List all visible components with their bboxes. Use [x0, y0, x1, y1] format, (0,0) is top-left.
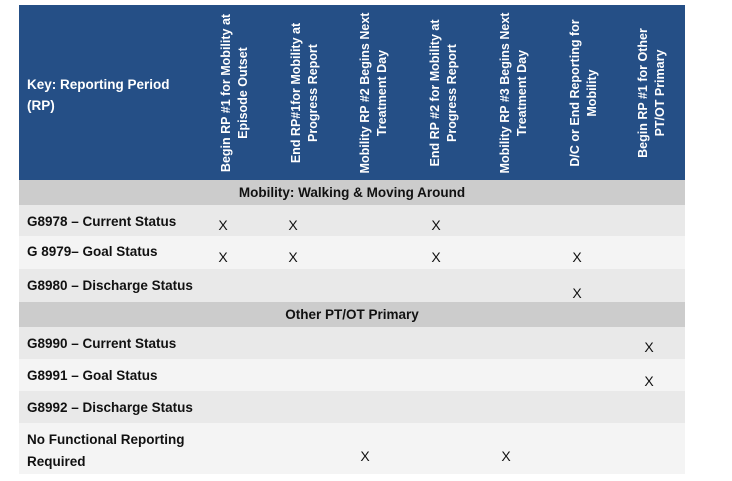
column-header-text: D/C or End Reporting for Mobility: [568, 19, 599, 167]
column-header-text: Mobility RP #2 Begins Next Treatment Day: [358, 12, 389, 174]
key-label: Key: Reporting Period (RP): [19, 5, 199, 180]
row-label: G8990 – Current Status: [27, 336, 177, 351]
table-row: [19, 359, 685, 391]
check-mark: X: [360, 448, 370, 464]
table-row: [19, 423, 685, 474]
section-heading: Other PT/OT Primary: [19, 302, 685, 327]
table-row: [19, 236, 685, 269]
column-header-7: [619, 5, 685, 180]
table-row: [19, 269, 685, 302]
table-row: [19, 205, 685, 236]
check-mark: X: [218, 249, 228, 265]
check-mark: X: [644, 373, 654, 389]
section-heading: Mobility: Walking & Moving Around: [19, 180, 685, 205]
column-header-1: [199, 5, 270, 180]
check-mark: X: [288, 249, 298, 265]
column-header-text: Begin RP #1 for Other PT/OT Primary: [636, 28, 667, 158]
table-row: [19, 327, 685, 359]
check-mark: X: [431, 249, 441, 265]
row-label: G8991 – Goal Status: [27, 368, 158, 383]
column-header-text: End RP #2 for Mobility at Progress Report: [427, 19, 459, 167]
row-label: G8978 – Current Status: [27, 214, 177, 229]
check-mark: X: [288, 217, 298, 233]
column-header-text: Mobility RP #3 Begins Next Treatment Day: [497, 12, 529, 174]
reporting-table: [19, 5, 685, 474]
column-header-6: [549, 5, 619, 180]
check-mark: X: [218, 217, 228, 233]
column-header-5: [478, 5, 549, 180]
column-header-text: Begin RP #1 for Mobility at Episode Outset: [218, 13, 250, 173]
row-label: G8980 – Discharge Status: [27, 278, 193, 293]
check-mark: X: [644, 339, 654, 355]
row-label: No Functional Reporting Required: [27, 432, 185, 469]
row-label: G 8979– Goal Status: [27, 244, 158, 259]
column-header-4: [409, 5, 478, 180]
check-mark: X: [501, 448, 511, 464]
table-row: [19, 391, 685, 423]
check-mark: X: [572, 285, 582, 301]
check-mark: X: [431, 217, 441, 233]
column-header-3: [339, 5, 409, 180]
row-label: G8992 – Discharge Status: [27, 400, 193, 415]
column-header-2: [270, 5, 339, 180]
check-mark: X: [572, 249, 582, 265]
column-header-text: End RP#1for Mobility at Progress Report: [288, 22, 320, 164]
